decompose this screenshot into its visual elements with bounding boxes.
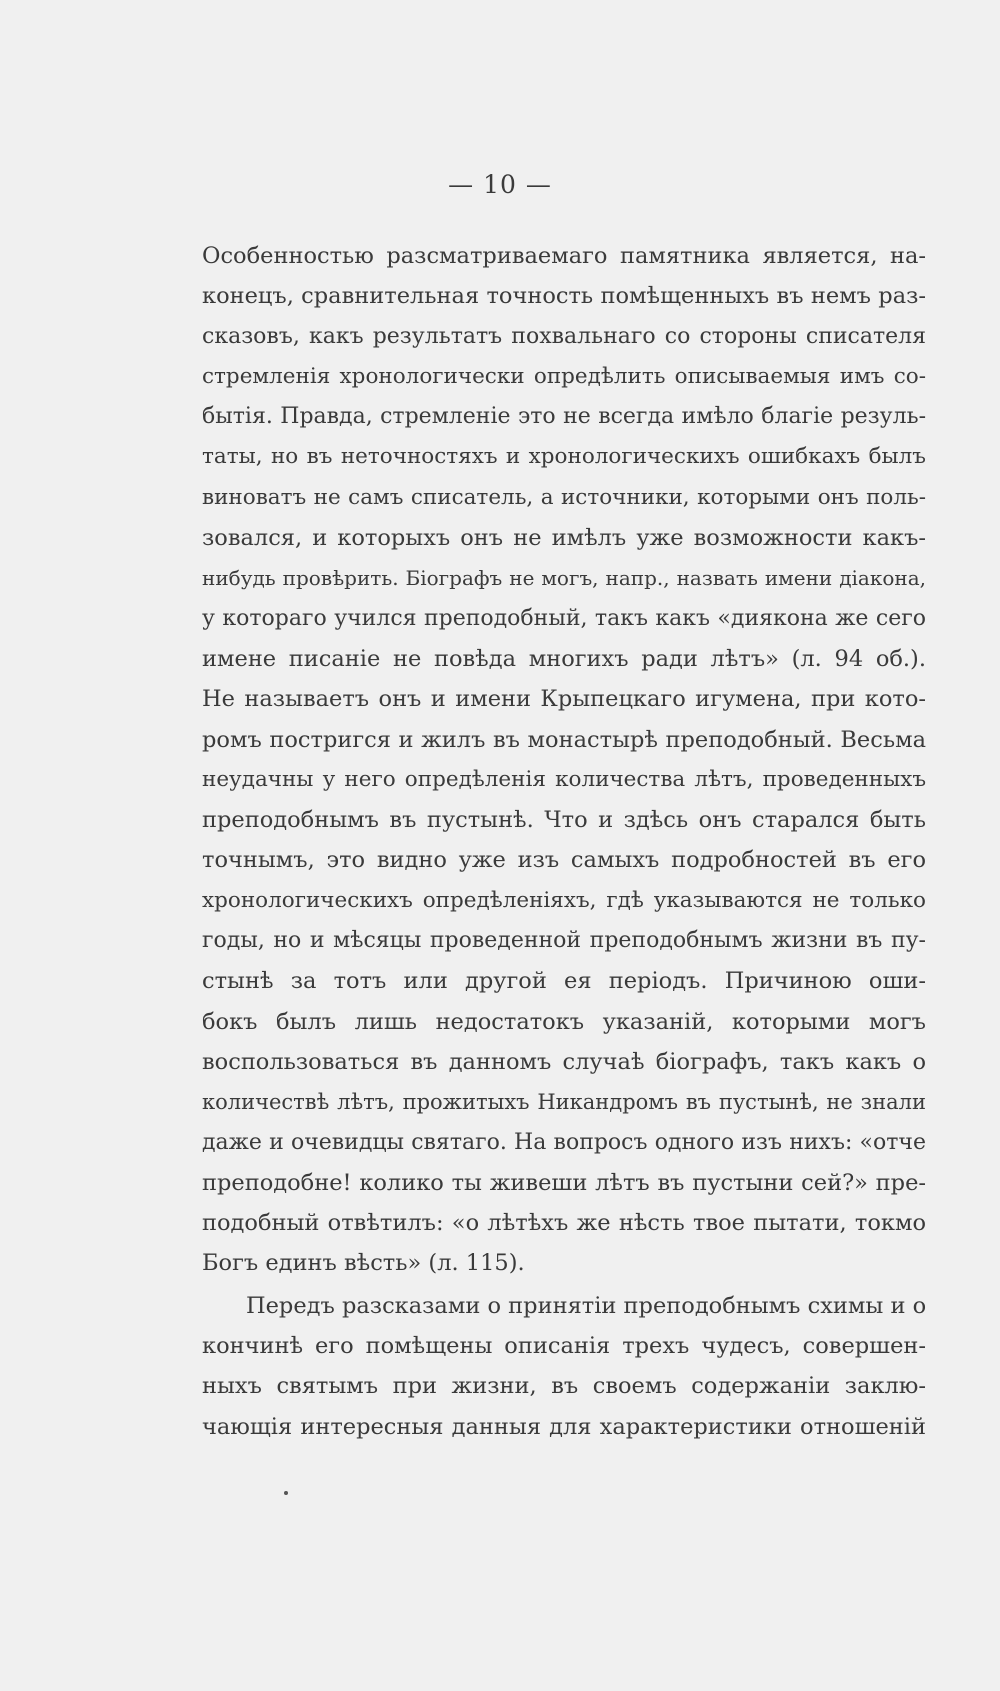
paragraph-1 <box>202 236 926 1284</box>
text-line: чающія интересныя данныя для характеристики отношеній <box>202 1413 926 1440</box>
text-line: точнымъ, это видно уже изъ самыхъ подробностей въ его <box>202 847 926 874</box>
text-line: ромъ постригся и жилъ въ монастырѣ преподобный. Весьма <box>202 726 926 753</box>
text-line: Передъ разсказами о принятіи преподобнымъ схимы и о <box>246 1292 927 1319</box>
text-line: годы, но и мѣсяцы проведенной преподобнымъ жизни въ пу- <box>202 928 926 954</box>
text-line: таты, но въ неточностяхъ и хронологическихъ ошибкахъ былъ <box>202 444 926 470</box>
text-line: воспользоваться въ данномъ случаѣ біографъ, такъ какъ о <box>202 1048 926 1075</box>
text-line: неудачны у него опредѣленія количества лѣтъ, проведенныхъ <box>202 766 926 792</box>
text-line: Не называетъ онъ и имени Крыпецкаго игумена, при кото- <box>202 686 926 713</box>
text-line: сказовъ, какъ результатъ похвальнаго со стороны списателя <box>202 323 926 349</box>
text-line: ныхъ святымъ при жизни, въ своемъ содержаніи заклю- <box>202 1373 926 1400</box>
text-line: Особенностью разсматриваемаго памятника является, на- <box>202 243 926 269</box>
text-line: нибудь провѣрить. Біографъ не могъ, напр., назвать имени діакона, <box>202 566 926 591</box>
text-line: подобный отвѣтилъ: «о лѣтѣхъ же нѣсть твое пытати, токмо <box>202 1210 926 1237</box>
body-text <box>202 236 926 1447</box>
text-line: хронологическихъ опредѣленіяхъ, гдѣ указываются не только <box>202 887 926 913</box>
paragraph-2 <box>202 1286 926 1447</box>
text-line: даже и очевидцы святаго. На вопросъ одного изъ нихъ: «отче <box>202 1129 926 1155</box>
text-line: конецъ, сравнительная точность помѣщенныхъ въ немъ раз- <box>202 283 926 310</box>
text-line: виноватъ не самъ списатель, а источники, которыми онъ поль- <box>202 484 926 510</box>
text-line: зовался, и которыхъ онъ не имѣлъ уже возможности какъ- <box>202 525 926 552</box>
text-line: количествѣ лѣтъ, прожитыхъ Никандромъ въ пустынѣ, не знали <box>202 1090 926 1115</box>
text-line: стремленія хронологически опредѣлить описываемыя имъ со- <box>202 363 926 389</box>
text-line: имене писаніе не повѣда многихъ ради лѣтъ» (л. 94 об.). <box>202 645 926 672</box>
page-number: — 10 — <box>448 170 552 199</box>
text-line: бытія. Правда, стремленіе это не всегда имѣло благіе резуль- <box>202 404 926 430</box>
text-line: Богъ единъ вѣсть» (л. 115). <box>202 1250 525 1277</box>
text-line: преподобне! колико ты живеши лѣтъ въ пустыни сей?» пре- <box>202 1169 926 1196</box>
text-line: стынѣ за тотъ или другой ея періодъ. Причиною оши- <box>202 968 926 995</box>
text-line: у котораго учился преподобный, такъ какъ «диякона же сего <box>202 605 926 631</box>
text-line: преподобнымъ въ пустынѣ. Что и здѣсь онъ старался быть <box>202 807 926 834</box>
text-line: кончинѣ его помѣщены описанія трехъ чудесъ, совершен- <box>202 1333 926 1360</box>
text-line: бокъ былъ лишь недостатокъ указаній, которыми могъ <box>202 1008 926 1035</box>
ink-speck <box>284 1491 288 1495</box>
